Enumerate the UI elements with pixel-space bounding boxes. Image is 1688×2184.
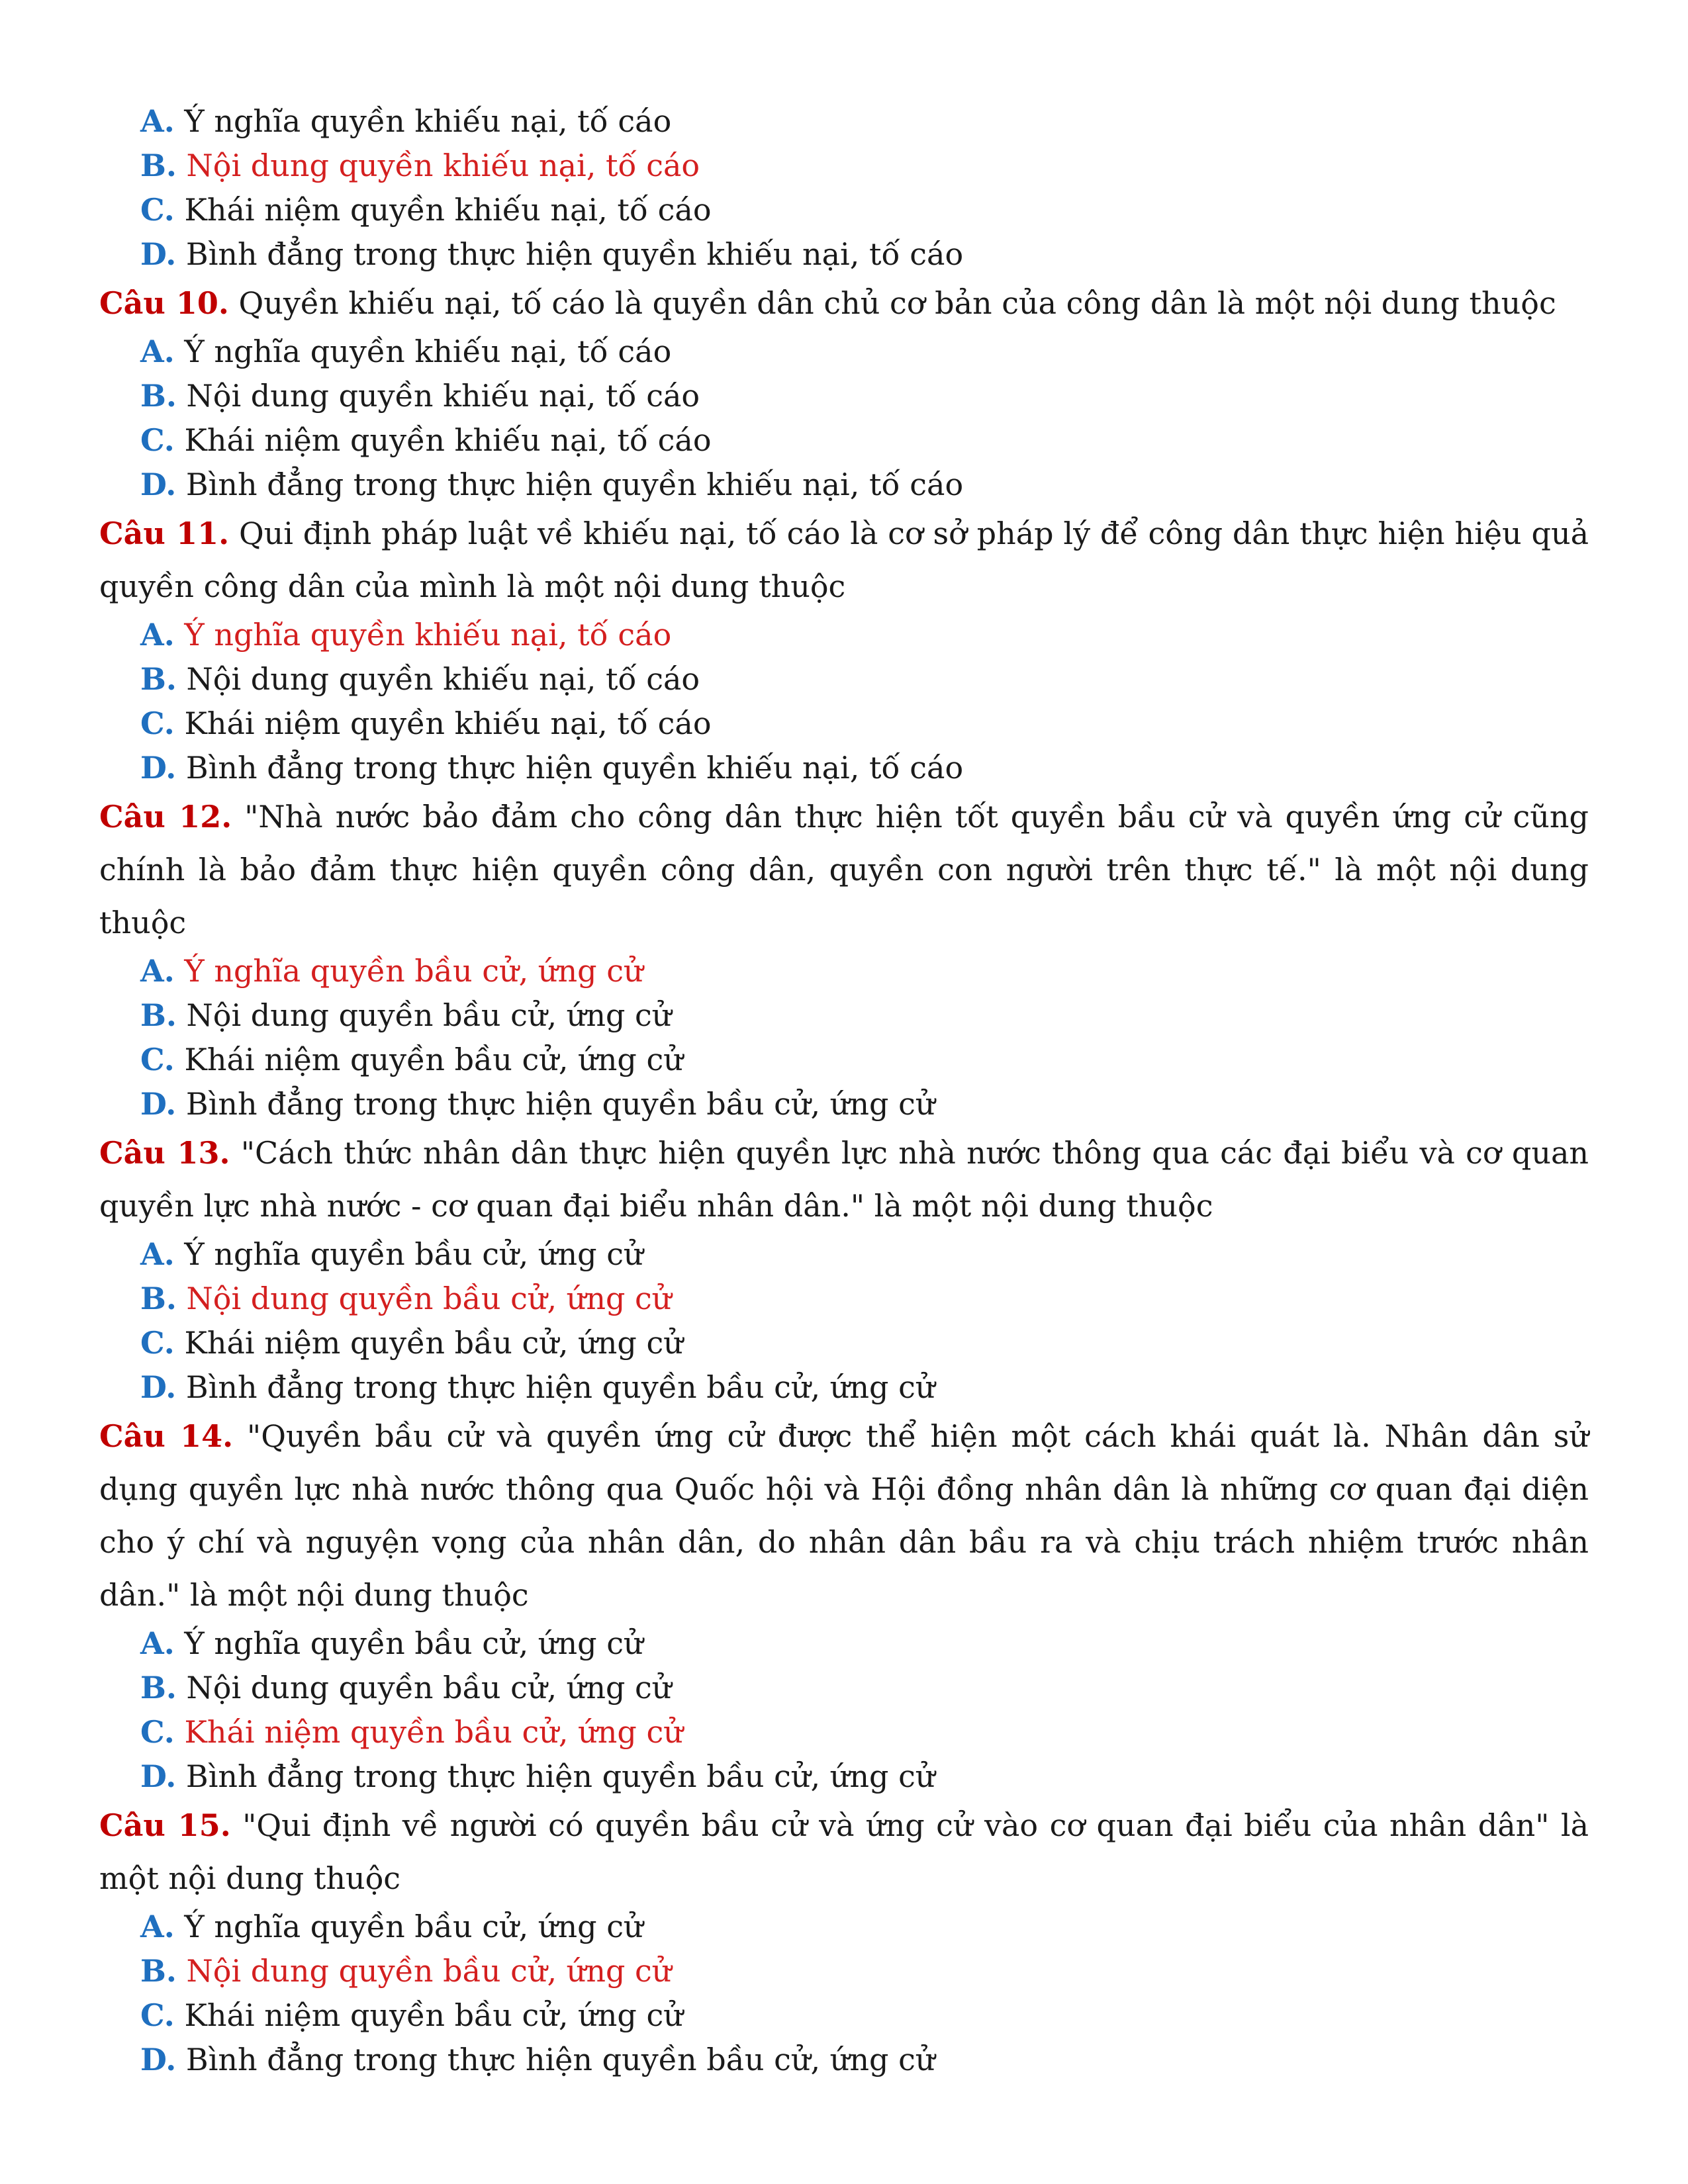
- answer-option: [99, 144, 1589, 188]
- answer-option: [99, 99, 1589, 144]
- option-letter: B.: [140, 997, 177, 1033]
- answer-option: [99, 1621, 1589, 1666]
- option-text: Ý nghĩa quyền bầu cử, ứng cử: [184, 1625, 643, 1661]
- option-letter: C.: [140, 1042, 175, 1077]
- option-text: Nội dung quyền bầu cử, ứng cử: [186, 997, 672, 1033]
- question-number: Câu 14.: [99, 1418, 234, 1454]
- question-text: Qui định pháp luật về khiếu nại, tố cáo là cơ sở pháp lý để công dân thực hiện hiệu quả quyền công dân của mình là một nội dung thuộc: [99, 516, 1589, 604]
- option-text-correct: Ý nghĩa quyền bầu cử, ứng cử: [184, 953, 643, 989]
- answer-option: [99, 1232, 1589, 1277]
- option-text: Nội dung quyền khiếu nại, tố cáo: [186, 378, 700, 414]
- option-letter: C.: [140, 1997, 175, 2033]
- answer-option: [99, 1666, 1589, 1710]
- option-letter: D.: [140, 1758, 177, 1794]
- option-text-correct: Nội dung quyền khiếu nại, tố cáo: [186, 148, 700, 183]
- question-number: Câu 15.: [99, 1807, 231, 1843]
- option-letter: A.: [140, 1909, 175, 1944]
- question-stem: [99, 790, 1589, 949]
- option-letter: A.: [140, 334, 175, 369]
- answer-option: [99, 1038, 1589, 1082]
- answer-option: [99, 1710, 1589, 1754]
- option-text: Bình đẳng trong thực hiện quyền khiếu nại, tố cáo: [185, 236, 964, 272]
- option-text-correct: Nội dung quyền bầu cử, ứng cử: [186, 1281, 672, 1316]
- answer-option: [99, 1365, 1589, 1410]
- option-letter: B.: [140, 1953, 177, 1989]
- answer-option: [99, 418, 1589, 463]
- option-text: Ý nghĩa quyền khiếu nại, tố cáo: [184, 103, 672, 139]
- question-text: "Quyền bầu cử và quyền ứng cử được thể hiện một cách khái quát là. Nhân dân sử dụng quyền lực nhà nước thông qua Quốc hội và Hội đồng nhân dân là những cơ quan đại diện cho ý chí và nguyện vọng của nhân dân, do nhân dân bầu ra và chịu trách nhiệm trước nhân dân." là một nội dung thuộc: [99, 1418, 1589, 1613]
- option-letter: B.: [140, 1281, 177, 1316]
- question-stem: [99, 1410, 1589, 1621]
- answer-option: [99, 232, 1589, 277]
- option-letter: C.: [140, 422, 175, 458]
- option-letter: A.: [140, 1625, 175, 1661]
- option-letter: B.: [140, 378, 177, 414]
- option-text: Khái niệm quyền bầu cử, ứng cử: [184, 1997, 683, 2033]
- question-stem: [99, 1799, 1589, 1905]
- question-text: Quyền khiếu nại, tố cáo là quyền dân chủ cơ bản của công dân là một nội dung thuộc: [238, 285, 1556, 321]
- option-text: Bình đẳng trong thực hiện quyền bầu cử, ứng cử: [185, 1369, 935, 1405]
- option-text: Bình đẳng trong thực hiện quyền khiếu nại, tố cáo: [185, 467, 964, 502]
- question-number: Câu 12.: [99, 799, 232, 835]
- option-letter: A.: [140, 953, 175, 989]
- option-letter: D.: [140, 467, 177, 502]
- option-letter: C.: [140, 192, 175, 228]
- answer-option: [99, 463, 1589, 507]
- option-letter: A.: [140, 103, 175, 139]
- option-letter: D.: [140, 750, 177, 786]
- option-text: Khái niệm quyền khiếu nại, tố cáo: [184, 422, 712, 458]
- option-text: Bình đẳng trong thực hiện quyền bầu cử, ứng cử: [185, 2042, 935, 2077]
- question-text: "Nhà nước bảo đảm cho công dân thực hiện tốt quyền bầu cử và quyền ứng cử cũng chính là bảo đảm thực hiện quyền công dân, quyền con người trên thực tế." là một nội dung thuộc: [99, 799, 1589, 940]
- option-text-correct: Ý nghĩa quyền khiếu nại, tố cáo: [184, 617, 672, 653]
- option-letter: C.: [140, 1714, 175, 1750]
- answer-option: [99, 330, 1589, 374]
- answer-option: [99, 1949, 1589, 1993]
- answer-option: [99, 949, 1589, 993]
- option-letter: D.: [140, 2042, 177, 2077]
- option-letter: D.: [140, 1086, 177, 1122]
- option-text-correct: Khái niệm quyền bầu cử, ứng cử: [184, 1714, 683, 1750]
- option-letter: B.: [140, 661, 177, 697]
- question-number: Câu 11.: [99, 516, 230, 551]
- answer-option: [99, 1277, 1589, 1321]
- answer-option: [99, 993, 1589, 1038]
- option-text: Ý nghĩa quyền bầu cử, ứng cử: [184, 1236, 643, 1272]
- option-text: Bình đẳng trong thực hiện quyền bầu cử, ứng cử: [185, 1758, 935, 1794]
- option-letter: C.: [140, 1325, 175, 1361]
- answer-option: [99, 702, 1589, 746]
- answer-option: [99, 657, 1589, 702]
- option-text: Khái niệm quyền khiếu nại, tố cáo: [184, 192, 712, 228]
- question-stem: [99, 277, 1589, 330]
- option-text: Khái niệm quyền khiếu nại, tố cáo: [184, 705, 712, 741]
- option-letter: A.: [140, 617, 175, 653]
- option-letter: B.: [140, 148, 177, 183]
- question-stem: [99, 1126, 1589, 1232]
- option-letter: A.: [140, 1236, 175, 1272]
- option-text: Bình đẳng trong thực hiện quyền khiếu nại, tố cáo: [185, 750, 964, 786]
- answer-option: [99, 746, 1589, 790]
- option-text: Ý nghĩa quyền bầu cử, ứng cử: [184, 1909, 643, 1944]
- option-letter: B.: [140, 1670, 177, 1706]
- option-letter: D.: [140, 1369, 177, 1405]
- answer-option: [99, 613, 1589, 657]
- option-text: Ý nghĩa quyền khiếu nại, tố cáo: [184, 334, 672, 369]
- option-letter: D.: [140, 236, 177, 272]
- answer-option: [99, 1993, 1589, 2038]
- document-page: [99, 99, 1589, 2082]
- option-text: Bình đẳng trong thực hiện quyền bầu cử, ứng cử: [185, 1086, 935, 1122]
- option-text-correct: Nội dung quyền bầu cử, ứng cử: [186, 1953, 672, 1989]
- question-text: "Qui định về người có quyền bầu cử và ứng cử vào cơ quan đại biểu của nhân dân" là một nội dung thuộc: [99, 1807, 1589, 1896]
- question-text: "Cách thức nhân dân thực hiện quyền lực nhà nước thông qua các đại biểu và cơ quan quyền lực nhà nước - cơ quan đại biểu nhân dân." là một nội dung thuộc: [99, 1135, 1589, 1224]
- question-number: Câu 13.: [99, 1135, 230, 1171]
- answer-option: [99, 188, 1589, 232]
- answer-option: [99, 1321, 1589, 1365]
- answer-option: [99, 1754, 1589, 1799]
- option-text: Nội dung quyền bầu cử, ứng cử: [186, 1670, 672, 1706]
- answer-option: [99, 1905, 1589, 1949]
- option-text: Khái niệm quyền bầu cử, ứng cử: [184, 1042, 683, 1077]
- question-stem: [99, 507, 1589, 613]
- option-letter: C.: [140, 705, 175, 741]
- answer-option: [99, 1082, 1589, 1126]
- answer-option: [99, 374, 1589, 418]
- option-text: Nội dung quyền khiếu nại, tố cáo: [186, 661, 700, 697]
- option-text: Khái niệm quyền bầu cử, ứng cử: [184, 1325, 683, 1361]
- answer-option: [99, 2038, 1589, 2082]
- question-number: Câu 10.: [99, 285, 229, 321]
